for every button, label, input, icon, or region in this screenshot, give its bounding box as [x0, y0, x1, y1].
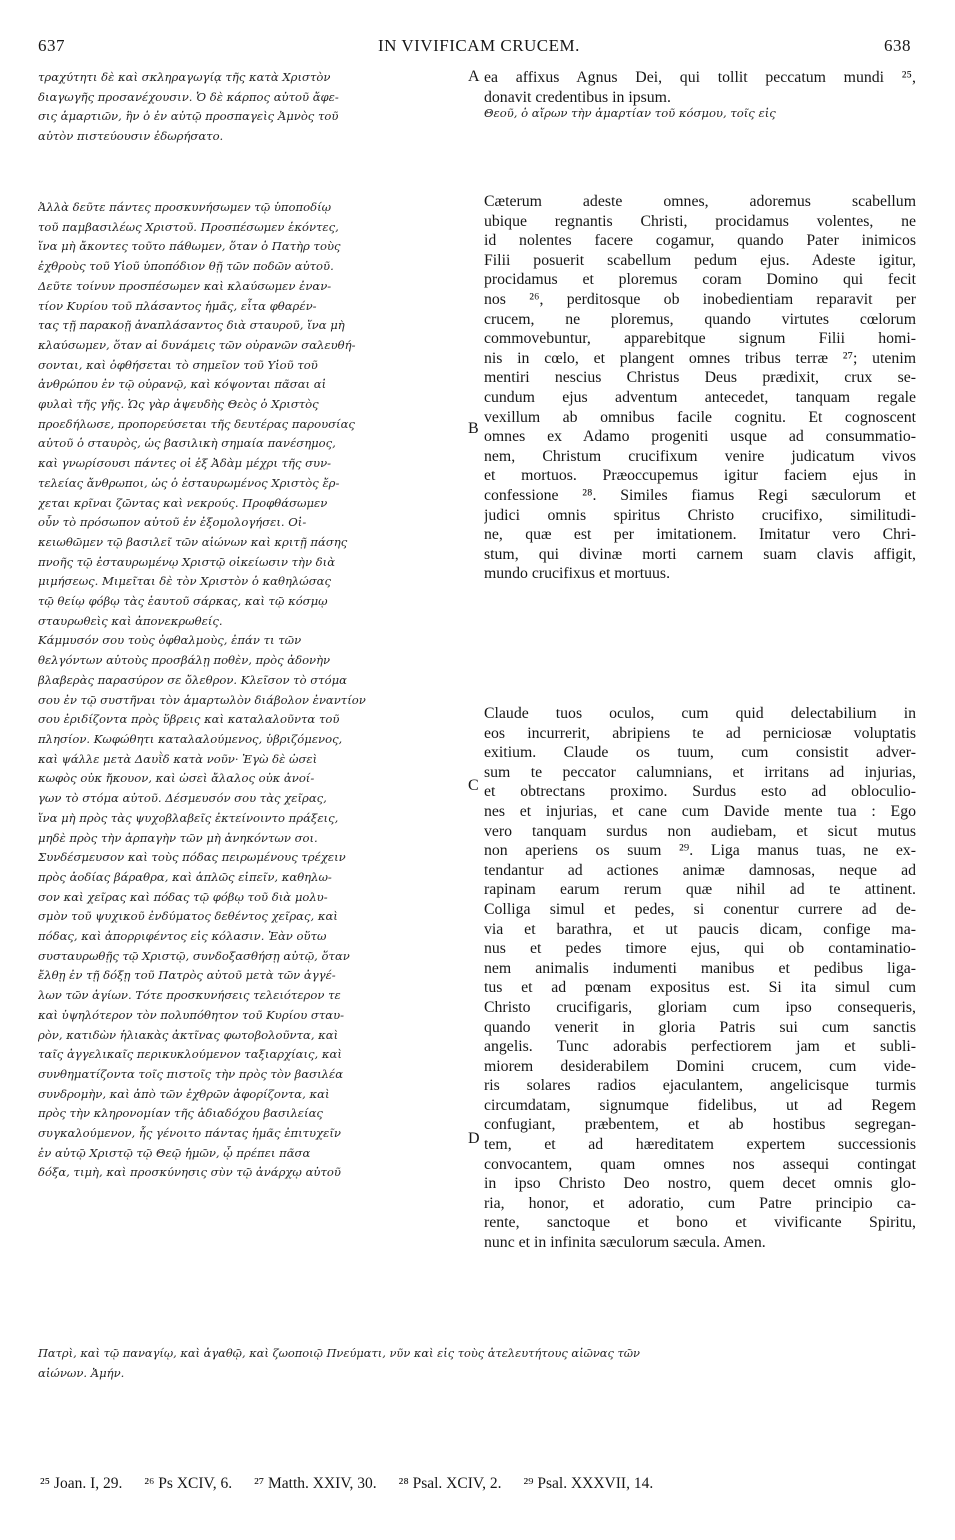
text-line: ubique regnantis Christi, procidamus volentes, ne: [484, 212, 916, 230]
text-line: sum te peccator calumnians, et irritans ad injurias,: [484, 763, 916, 781]
text-line: Filii posuerit scabellum pedum ejus. Adeste igitur,: [484, 251, 916, 269]
text-line: σις ἁμαρτιῶν, ἣν ὁ ἐν αὐτῷ προσπαγεὶς Ἀμνὸς τοῦ: [38, 109, 339, 124]
text-line: nis in cœlo, et plangent omnes tribus terræ ²⁷; utenim: [484, 349, 916, 367]
text-line: via et barathra, et ut paucis dicam, confige ma-: [484, 920, 916, 938]
text-line: confugiant, præbentem, et ab hostibus segregan-: [484, 1116, 916, 1134]
text-line: omnes ex Adamo progeniti usque ad consummatio-: [484, 428, 916, 446]
text-line: mundo crucifixus et mortuus.: [484, 565, 671, 583]
text-line: miorem desiderabilem Domini crucem, cum vide-: [484, 1057, 916, 1075]
text-line: τοῦ παμβασιλέως Χριστοῦ. Προσπέσωμεν ἑκόντες,: [38, 219, 339, 234]
text-line: ἔλθῃ ἐν τῇ δόξῃ τοῦ Πατρὸς αὐτοῦ μετὰ τῶν ἀγγέ-: [38, 968, 336, 983]
text-line: angelis. Tunc adorabis perfectiorem jam et subli-: [484, 1038, 916, 1056]
text-line: vexillum ab omnibus facile cognitu. Et cognoscent: [484, 408, 916, 426]
text-line: ρὸν, κατιδὼν ἡλιακὰς ἀκτῖνας φωτοβολοῦντα, καὶ: [38, 1027, 339, 1042]
text-line: κλαύσωμεν, ὅταν αἱ δυνάμεις τῶν οὐρανῶν σαλευθή-: [38, 337, 356, 352]
text-line: tus et ad pœnam expositus est. Si ita simul cum: [484, 979, 916, 997]
text-line: σου ἐν τῷ συστῆναι τὸν ἁμαρτωλὸν διάβολον ἐναντίον: [38, 692, 366, 707]
text-line: exitium. Claude os tuum, cum consistit adver-: [484, 744, 916, 762]
footnote: ²⁵ Joan. I, 29.: [40, 1475, 123, 1492]
footnote: ²⁷ Matth. XXIV, 30.: [254, 1475, 377, 1492]
text-line: τελείας ἄνθρωποι, ὡς ὁ ἐσταυρωμένος Χριστὸς ἔρ-: [38, 475, 340, 490]
text-line: συσταυρωθῇς τῷ Χριστῷ, συνδοξασθήσῃ αὐτῷ, ὅταν: [38, 948, 350, 963]
text-line: ria, honor, et adoratio, cum Patre principio ca-: [484, 1194, 916, 1212]
text-line: πόδας, καὶ ἀπορριφέντος εἰς κόλασιν. Ἐὰν οὕτω: [38, 929, 327, 944]
latin-paragraph-2: [484, 704, 916, 1253]
greek-closing-last: αἰώνων. Ἀμήν.: [38, 1366, 125, 1380]
margin-letter-b: B: [468, 420, 479, 437]
text-line: αὐτοῦ ὁ σταυρὸς, ὡς βασιλικὴ σημαία πανέσημος,: [38, 436, 336, 451]
text-line: πνοῆς τῷ ἐσταυρωμένῳ Χριστῷ οἰκείωσιν τὴν διὰ: [38, 554, 336, 569]
text-line: λων τῶν ἁγίων. Τότε προσκυνήσεις τελειότερον τε: [38, 988, 341, 1003]
text-line: nem animalis indumenti manibus et pedibus liga-: [484, 959, 916, 977]
text-line: σον καὶ χεῖρας καὶ πόδας τῷ φόβῳ τοῦ διὰ μολυ-: [38, 889, 328, 904]
text-line: φυλαὶ τῆς γῆς. Ὡς γὰρ ἀψευδὴς Θεὸς ὁ Χριστὸς: [38, 397, 319, 412]
text-line: Δεῦτε τοίνυν προσπέσωμεν καὶ κλαύσωμεν ἐναν-: [38, 278, 332, 293]
text-line: Ἀλλὰ δεῦτε πάντες προσκυνήσωμεν τῷ ὑποποδίῳ: [38, 200, 332, 214]
text-line: συγκαλούμενον, ἧς γένοιτο πάντας ἡμᾶς ἐπιτυχεῖν: [38, 1126, 341, 1141]
text-line: μηδὲ πρὸς τὴν ἁρπαγὴν τῶν μὴ ἀνηκόντων σοι.: [38, 830, 318, 845]
text-line: mentiri nescius Christus Deus prædixit, crux se-: [484, 369, 916, 387]
text-line: δόξα, τιμὴ, καὶ προσκύνησις σὺν τῷ ἀνάρχῳ αὐτοῦ: [38, 1165, 341, 1180]
text-line: πρὸς τὴν κληρονομίαν τῆς ἀδιαδόχου βασιλείας: [38, 1106, 323, 1121]
greek-main-text: [38, 198, 466, 1183]
text-line: οὖν τὸ πρόσωπον αὐτοῦ ἐν ἐξομολογήσει. Οἰ-: [38, 515, 307, 530]
text-line: ἐν αὐτῷ Χριστῷ τῷ Θεῷ ἡμῶν, ᾧ πρέπει πᾶσα: [38, 1145, 311, 1160]
text-line: nem, Christum crucifixum venire judicatum vivos: [484, 447, 916, 465]
text-line: ea affixus Agnus Dei, qui tollit peccatum mundi ²⁵,: [484, 69, 916, 86]
text-line: θελγόντων αὐτοὺς προσβάλῃ ποθὲν, πρὸς ἀδονὴν: [38, 653, 331, 668]
latin-intro: [484, 68, 916, 107]
text-line: προεδήλωσε, προπορεύσεται τῆς δευτέρας παρουσίας: [38, 416, 355, 431]
text-line: Cæterum adeste omnes, adoremus scabellum: [484, 193, 916, 210]
text-line: Claude tuos oculos, cum quid delectabilium in: [484, 705, 916, 722]
margin-letter-c: C: [468, 777, 479, 794]
text-line: αὐτὸν πιστεύουσιν ἐδωρήσατο.: [38, 129, 224, 144]
text-line: judici omnis spiritus Christo crucifixo, similitudi-: [484, 506, 916, 524]
text-line: et mortuos. Præoccupemus igitur faciem ejus in: [484, 467, 916, 485]
text-line: ἐχθροὺς τοῦ Υἱοῦ ὑποπόδιον θῇ τῶν ποδῶν αὐτοῦ.: [38, 259, 334, 274]
text-line: commovebuntur, apparebitque signum Filii homi-: [484, 330, 916, 348]
text-line: ris solares radios ejaculantem, angelicisque turmis: [484, 1077, 916, 1095]
footnote: ²⁶ Ps XCIV, 6.: [144, 1475, 233, 1492]
text-line: et obtrectans proximo. Surdus esto ad obloculio-: [484, 783, 916, 801]
text-line: tem, et ad hæreditatem expertem successionis: [484, 1136, 916, 1154]
text-line: κωφὸς οὐκ ἤκουον, καὶ ὡσεὶ ἄλαλος οὐκ ἀνοί-: [38, 771, 315, 786]
text-line: rente, sanctoque et bono et vivificante Spiritu,: [484, 1214, 916, 1232]
footnote: ²⁸ Psal. XCIV, 2.: [398, 1475, 502, 1492]
text-line: Colliga simul et pedes, si conentur currere ad de-: [484, 900, 916, 918]
text-line: ἵνα μὴ πρὸς τὰς ψυχοβλαβεῖς ἐκτείνοιντο πράξεις,: [38, 810, 339, 825]
text-line: vero tanquam surdus non audiebam, et sicut mutus: [484, 822, 916, 840]
text-line: καὶ γνωρίσουσι πάντες οἱ ἐξ Ἀδὰμ μέχρι τῆς συν-: [38, 456, 332, 471]
greek-closing-line: Πατρὶ, καὶ τῷ παναγίῳ, καὶ ἀγαθῷ, καὶ ζωοποιῷ Πνεύματι, νῦν καὶ εἰς τοὺς ἀτελευτήτους αἰῶνας τῶν: [38, 1346, 640, 1360]
text-line: χεται κρῖναι ζῶντας καὶ νεκρούς. Προφθάσωμεν: [38, 495, 328, 510]
text-line: cundum ejus adventum antecedet, tanquam regale: [484, 388, 916, 406]
text-line: ne, quæ est per imitationem. Imitatur vero Chri-: [484, 526, 916, 544]
text-line: τῷ θείῳ φόβῳ τὰς ἑαυτοῦ σάρκας, καὶ τῷ κόσμῳ: [38, 594, 328, 609]
text-line: nos ²⁶, perditosque ob inobedientiam reparavit per: [484, 290, 916, 308]
text-line: convocantem, quam omnes nos assequi contingat: [484, 1155, 916, 1173]
text-line: τραχύτητι δὲ καὶ σκληραγωγίᾳ τῆς κατὰ Χριστὸν: [38, 70, 331, 84]
text-line: σου ἐριδίζοντα πρὸς ὕβρεις καὶ καταλαλοῦντα τοῦ: [38, 712, 340, 727]
text-line: καὶ ὑψηλότερον τὸν πολυπόθητον τοῦ Κυρίου σταυ-: [38, 1007, 345, 1022]
text-line: συνθηματίζοντα τοῖς πιστοῖς τὴν πρὸς τὸν βασιλέα: [38, 1066, 344, 1081]
text-line: non aperiens os suum ²⁹. Liga manus tuas, ne ex-: [484, 842, 916, 860]
text-line: πρὸς ἀοδίας βάραθρα, καὶ ἁπλῶς εἰπεῖν, καθηλω-: [38, 869, 332, 884]
text-line: confessione ²⁸. Similes fiamus Regi sæculorum et: [484, 486, 916, 504]
text-line: κειωθῶμεν τῷ βασιλεῖ τῶν αἰώνων καὶ κριτῇ πάσης: [38, 534, 348, 549]
text-line: ταῖς ἀγγελικαῖς περικυκλούμενον ταξιαρχίαις, καὶ: [38, 1047, 342, 1062]
text-line: τας τῇ παρακοῇ ἀναπλάσαντος διὰ σταυροῦ, ἵνα μὴ: [38, 318, 345, 333]
text-line: σμὸν τοῦ ψυχικοῦ ἐνδύματος δεθέντος χεῖρας, καὶ: [38, 909, 338, 924]
text-line: in ipso Christo Deo nostro, quem decet omnis glo-: [484, 1175, 916, 1193]
page-number-left: 637: [38, 36, 65, 55]
text-line: id nolentes facere cogamur, quando Pater inimicos: [484, 232, 916, 250]
text-line: σονται, καὶ ὀφθήσεται τὸ σημεῖον τοῦ Υἱοῦ τοῦ: [38, 357, 318, 372]
text-line: σταυρωθεὶς καὶ ἀπονεκρωθείς.: [38, 613, 223, 628]
text-line: tendantur ad actiones animæ damnosas, neque ad: [484, 861, 916, 879]
text-line: βλαβερὰς παρασύρον σε ὄλεθρον. Κλεῖσον τὸ στόμα: [38, 672, 347, 687]
greek-intro-right: Θεοῦ, ὁ αἴρων τὴν ἁμαρτίαν τοῦ κόσμου, τοῖς εἰς: [484, 106, 776, 120]
footnotes: [40, 1475, 920, 1493]
text-line: γων τὸ στόμα αὐτοῦ. Δέσμευσόν σου τὰς χεῖρας,: [38, 791, 327, 806]
text-line: rapinam earum rerum quæ nihil ad te attinent.: [484, 881, 916, 899]
text-line: καὶ ψάλλε μετὰ Δαυῒδ κατὰ νοῦν· Ἐγὼ δὲ ὡσεὶ: [38, 751, 318, 766]
running-title: IN VIVIFICAM CRUCEM.: [378, 36, 580, 55]
text-line: ἀνθρώπου ἐν τῷ οὐρανῷ, καὶ κόψονται πᾶσαι αἱ: [38, 377, 327, 392]
latin-paragraph-1: [484, 192, 916, 584]
text-line: μιμήσεως. Μιμεῖται δὲ τὸν Χριστὸν ὁ καθηλώσας: [38, 574, 331, 589]
text-line: eos incurrerit, abripiens te ad perniciosæ voluptatis: [484, 724, 916, 742]
footnote: ²⁹ Psal. XXXVII, 14.: [523, 1475, 654, 1492]
text-line: stum, qui divinæ morti carnem suam clavis affigit,: [484, 545, 916, 563]
page-number-right: 638: [884, 36, 911, 55]
text-line: Κάμμυσόν σου τοὺς ὀφθαλμοὺς, ἐπάν τι τῶν: [38, 633, 302, 648]
text-line: donavit credentibus in ipsum.: [484, 88, 671, 106]
text-line: crucem, ne ploremus, quando virtutes cœlorum: [484, 310, 916, 328]
greek-intro: [38, 68, 466, 147]
text-line: nes et injurias, et cane cum Davide mente tua : Ego: [484, 802, 916, 820]
text-line: nus et pedes timore ejus, qui ob contaminatio-: [484, 940, 916, 958]
text-line: Συνδέσμευσον καὶ τοὺς πόδας πειρωμένους τρέχειν: [38, 850, 346, 865]
text-line: πλησίον. Κωφώθητι καταλαλούμενος, ὑβριζόμενος,: [38, 731, 343, 746]
text-line: Christo crucifigaris, gloriam cum ipso consequeris,: [484, 998, 916, 1016]
text-line: procidamus et ploremus coram Domino qui fecit: [484, 271, 916, 289]
text-line: συνδρομὴν, καὶ ἀπὸ τῶν ἐχθρῶν ἀφορίζοντα, καὶ: [38, 1086, 330, 1101]
text-line: quando venerit in gloria Patris sui cum sanctis: [484, 1018, 916, 1036]
text-line: ἵνα μὴ ἄκοντες τοῦτο πάθωμεν, ὅταν ὁ Πατὴρ τοὺς: [38, 239, 341, 254]
text-line: circumdatam, signumque fidelibus, ut ad Regem: [484, 1096, 916, 1114]
text-line: τίον Κυρίου τοῦ πλάσαντος ἡμᾶς, εἶτα φθαρέν-: [38, 298, 317, 313]
margin-letter-a: A: [468, 68, 480, 85]
text-line: nunc et in infinita sæculorum sæcula. Amen.: [484, 1234, 766, 1252]
text-line: διαγωγῆς προσανέχουσιν. Ὁ δὲ κάρπος αὐτοῦ ἄφε-: [38, 89, 339, 104]
margin-letter-d: D: [468, 1130, 480, 1147]
